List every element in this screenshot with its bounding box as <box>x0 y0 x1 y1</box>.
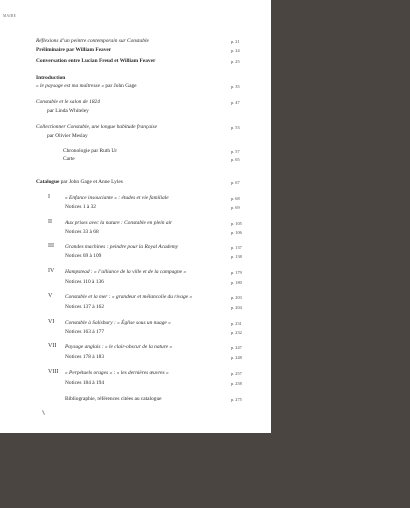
toc-page-number: p. 106 <box>231 230 242 235</box>
toc-entry-conversation <box>0 58 271 65</box>
notices-range: Notices 137 à 162 <box>65 304 105 310</box>
toc-page-number: p. 67 <box>231 180 240 185</box>
section-title-line <box>0 220 271 227</box>
toc-page-number: p. 138 <box>231 254 242 259</box>
pencil-mark <box>42 410 45 415</box>
section-title-line <box>0 269 271 276</box>
catalogue-heading-line <box>0 179 271 186</box>
intro-heading-line <box>0 75 271 82</box>
toc-page-number: p. 247 <box>231 345 242 350</box>
section-number: VII <box>48 343 57 349</box>
notices-range: Notices 1 à 32 <box>65 204 96 210</box>
toc-entry-author-line <box>0 108 271 115</box>
notices-range: Notices 69 à 109 <box>65 253 102 259</box>
notices-line <box>0 253 271 260</box>
notices-range: Notices 110 à 136 <box>65 279 104 285</box>
toc-entry-salon-1824 <box>0 99 271 106</box>
notices-range: Notices 178 à 183 <box>65 354 105 360</box>
toc-page-number: p. 248 <box>231 355 242 360</box>
toc-page-number: p. 275 <box>231 397 242 402</box>
section-number: V <box>48 293 53 299</box>
toc-page-number: p. 69 <box>231 205 240 210</box>
toc-entry-title: Réflexions d’un peintre contemporain sur Constable <box>36 38 149 44</box>
toc-page-number: p. 203 <box>231 295 242 300</box>
intro-heading: Introduction <box>36 75 66 81</box>
toc-page-number: p. 137 <box>231 245 242 250</box>
section-number: IV <box>48 268 55 274</box>
notices-range: Notices 33 à 68 <box>65 229 99 235</box>
toc-page-number: p. 21 <box>231 39 240 44</box>
toc-entry-title: Constable et le salon de 1824 <box>36 99 100 105</box>
running-head: MAIRE <box>3 14 17 18</box>
toc-page-number: p. 65 <box>231 157 240 162</box>
section-title-line <box>0 320 271 327</box>
section-title: Aux prises avec la nature : Constable en plein air <box>65 220 173 226</box>
toc-entry-author-line <box>0 133 271 140</box>
section-number: VI <box>48 319 55 325</box>
catalogue-heading: Catalogue par John Gage et Anne Lyles <box>36 179 123 185</box>
notices-line <box>0 354 271 361</box>
toc-entry-author: par Olivier Meslay <box>47 133 88 139</box>
toc-page-number: p. 25 <box>231 59 240 64</box>
notices-line <box>0 329 271 336</box>
toc-entry-title: « le paysage est ma maîtresse » par John Gage <box>36 83 137 89</box>
section-title: Paysage anglais : « le clair-obscur de la nature » <box>65 344 173 350</box>
toc-page-number: p. 232 <box>231 330 242 335</box>
section-title-line <box>0 294 271 301</box>
section-title-line <box>0 244 271 251</box>
section-title: Grandes machines : peindre pour la Royal Academy <box>65 244 179 250</box>
toc-entry-preliminaire <box>0 47 271 54</box>
notices-line <box>0 304 271 311</box>
notices-line <box>0 279 271 286</box>
toc-entry-author: par Linda Whiteley <box>47 108 89 114</box>
toc-page-number: p. 35 <box>231 84 240 89</box>
toc-entry-title: Bibliographie, références citées au catalogue <box>65 396 162 402</box>
toc-entry-title: Conversation entre Lucian Freud et William Feaver <box>36 58 156 64</box>
toc-page-number: p. 180 <box>231 280 242 285</box>
toc-entry-title: Chronologie par Ruth Ur <box>63 148 118 154</box>
toc-entry-title: Carte <box>63 156 75 162</box>
notices-line <box>0 380 271 387</box>
section-number: III <box>48 243 54 249</box>
notices-line <box>0 204 271 211</box>
toc-page-number: p. 57 <box>231 149 240 154</box>
notices-line <box>0 229 271 236</box>
section-number: I <box>48 194 50 200</box>
toc-page-number: p. 204 <box>231 305 242 310</box>
section-number: VIII <box>48 369 59 375</box>
toc-page-number: p. 231 <box>231 321 242 326</box>
toc-entry-collectionner <box>0 124 271 131</box>
notices-range: Notices 184 à 194 <box>65 380 105 386</box>
toc-entry-title: Préliminaire par William Feaver <box>36 47 112 53</box>
toc-entry-carte <box>0 156 271 163</box>
toc-entry-reflexions <box>0 38 271 45</box>
toc-page-number: p. 53 <box>231 125 240 130</box>
toc-page-number: p. 47 <box>231 100 240 105</box>
toc-page-number: p. 179 <box>231 270 242 275</box>
toc-page-number: p. 105 <box>231 221 242 226</box>
toc-page-number: p. 257 <box>231 371 242 376</box>
section-title: Constable et la mer : « grandeur et mélancolie du rivage » <box>65 294 193 300</box>
toc-entry-bibliographie <box>0 396 271 403</box>
toc-page-number: p. 258 <box>231 381 242 386</box>
section-title: Hampstead : « l’alliance de la ville et de la campagne » <box>65 269 187 275</box>
section-title-line <box>0 344 271 351</box>
section-title: Constable à Salisbury : « Église sous un nuage » <box>65 320 171 326</box>
section-title-line <box>0 195 271 202</box>
toc-page-number: p. 24 <box>231 48 240 53</box>
section-number: II <box>48 219 52 225</box>
toc-entry-title: Collectionner Constable, une longue habitude française <box>36 124 157 130</box>
section-title-line <box>0 370 271 377</box>
section-title: « Enfance insouciante » : études et vie familiale <box>65 195 169 201</box>
section-title: « Perpétuels orages » : « les dernières œuvres » <box>65 370 169 376</box>
notices-range: Notices 163 à 177 <box>65 329 105 335</box>
toc-entry-paysage <box>0 83 271 90</box>
toc-page-number: p. 68 <box>231 196 240 201</box>
toc-entry-chronologie <box>0 148 271 155</box>
